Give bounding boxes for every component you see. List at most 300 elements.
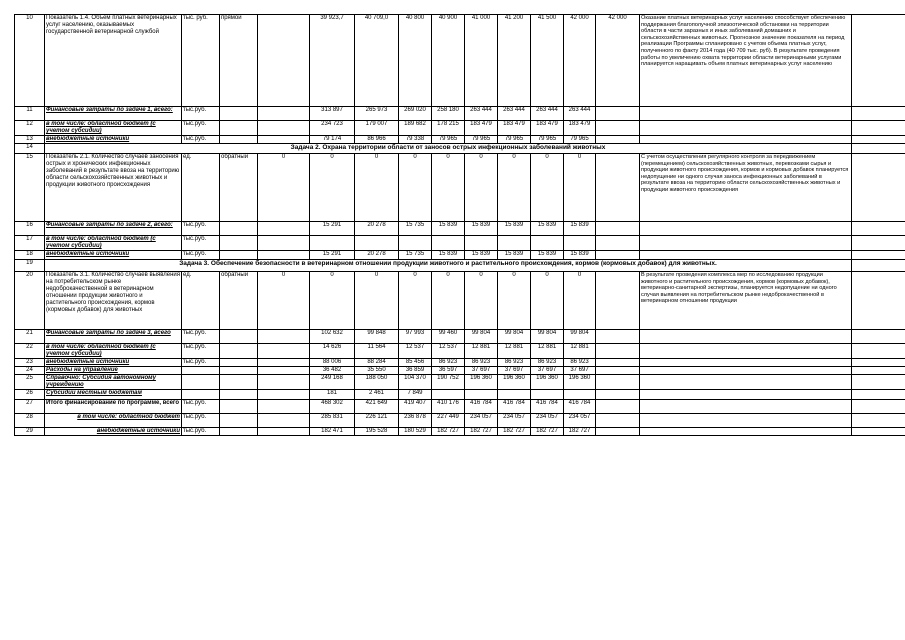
unit-cell: тыс.руб. xyxy=(182,236,220,251)
year-value-cell: 41 200 xyxy=(498,15,531,107)
section-title-cell: Задача 2. Охрана территории области от заносов острых инфекционных заболеваний животных xyxy=(45,144,852,154)
year-value-cell: 234 723 xyxy=(310,121,355,136)
year-value-cell: 40 709,0 xyxy=(355,15,399,107)
table-row xyxy=(15,236,905,251)
direction-cell xyxy=(220,414,258,428)
year-value-cell: 227 449 xyxy=(432,414,465,428)
year-value-cell: 263 444 xyxy=(531,107,564,121)
year-value-cell: 0 xyxy=(531,272,564,330)
year-value-cell: 183 479 xyxy=(498,121,531,136)
base-value-cell: 0 xyxy=(258,272,310,330)
year-value-cell: 178 215 xyxy=(432,121,465,136)
year-value-cell: 182 727 xyxy=(465,428,498,436)
year-value-cell: 86 923 xyxy=(498,359,531,367)
empty-cell xyxy=(852,15,905,107)
year-value-cell: 226 121 xyxy=(355,414,399,428)
year-value-cell: 181 xyxy=(310,390,355,400)
year-value-cell: 86 966 xyxy=(355,136,399,144)
year-value-cell: 182 727 xyxy=(564,428,596,436)
year-value-cell: 15 839 xyxy=(432,222,465,236)
year-value-cell: 35 550 xyxy=(355,367,399,375)
year-value-cell xyxy=(596,359,640,367)
year-value-cell: 249 168 xyxy=(310,375,355,390)
empty-cell xyxy=(852,144,905,154)
year-value-cell xyxy=(596,428,640,436)
year-value-cell: 263 444 xyxy=(498,107,531,121)
empty-cell xyxy=(852,414,905,428)
empty-cell xyxy=(852,367,905,375)
direction-cell xyxy=(220,367,258,375)
year-value-cell xyxy=(498,236,531,251)
year-value-cell: 180 529 xyxy=(399,428,432,436)
note-cell: Оказание платных ветеринарных услуг населению способствует обеспечению поддержания благополучной эпизоотической обстановки на территории области в части заразных и иных заболеваний домашних и сельскохозяйственных животных. Прогнозное значение показателя на период реализации Программы спланировано с учетом объема платных услуг, полученного по факту 2014 года (40 709 тыс. руб). В результате проведения работы по увеличению охвата территории области ветеринарными услугами планируется наращивать объем платных ветеринарных услуг населению xyxy=(640,15,852,107)
indicator-name-cell: внебюджетные источники xyxy=(45,251,182,260)
unit-cell: тыс.руб. xyxy=(182,107,220,121)
year-value-cell xyxy=(596,375,640,390)
year-value-cell: 0 xyxy=(355,272,399,330)
note-cell xyxy=(640,236,852,251)
table-row xyxy=(15,121,905,136)
indicator-name-cell: Субсидии местным бюджетам xyxy=(45,390,182,400)
year-value-cell xyxy=(596,121,640,136)
year-value-cell: 37 697 xyxy=(465,367,498,375)
base-value-cell xyxy=(258,330,310,344)
row-number-cell: 27 xyxy=(15,400,45,414)
indicator-name-cell: Показатель 2.1. Количество случаев заносения острых и хронических инфекционных заболеваний в результате ввоза на территорию области сельскохозяйственных животных и продукции животного происхождения xyxy=(45,154,182,222)
table-row xyxy=(15,136,905,144)
year-value-cell xyxy=(596,390,640,400)
year-value-cell: 265 973 xyxy=(355,107,399,121)
year-value-cell: 88 284 xyxy=(355,359,399,367)
year-value-cell: 234 057 xyxy=(465,414,498,428)
direction-cell xyxy=(220,121,258,136)
year-value-cell: 196 360 xyxy=(531,375,564,390)
unit-cell xyxy=(182,367,220,375)
row-number-cell: 20 xyxy=(15,272,45,330)
year-value-cell: 99 460 xyxy=(432,330,465,344)
year-value-cell xyxy=(531,236,564,251)
row-number-cell: 22 xyxy=(15,344,45,359)
year-value-cell xyxy=(531,390,564,400)
direction-cell xyxy=(220,400,258,414)
empty-cell xyxy=(852,121,905,136)
note-cell xyxy=(640,121,852,136)
unit-cell: тыс. руб. xyxy=(182,15,220,107)
row-number-cell: 24 xyxy=(15,367,45,375)
row-number-cell: 28 xyxy=(15,414,45,428)
year-value-cell: 0 xyxy=(432,154,465,222)
year-value-cell: 182 727 xyxy=(498,428,531,436)
year-value-cell: 15 735 xyxy=(399,251,432,260)
table-row xyxy=(15,344,905,359)
empty-cell xyxy=(852,260,905,272)
year-value-cell: 15 839 xyxy=(498,251,531,260)
year-value-cell: 0 xyxy=(399,154,432,222)
year-value-cell: 421 649 xyxy=(355,400,399,414)
base-value-cell xyxy=(258,428,310,436)
note-cell xyxy=(640,251,852,260)
year-value-cell: 11 564 xyxy=(355,344,399,359)
year-value-cell: 36 482 xyxy=(310,367,355,375)
indicator-name-cell: в том числе: областной бюджет (с учетом субсидии) xyxy=(45,236,182,251)
year-value-cell: 14 626 xyxy=(310,344,355,359)
direction-cell: обратный xyxy=(220,154,258,222)
year-value-cell: 234 057 xyxy=(498,414,531,428)
year-value-cell: 12 537 xyxy=(399,344,432,359)
year-value-cell: 188 050 xyxy=(355,375,399,390)
year-value-cell: 7 849 xyxy=(399,390,432,400)
direction-cell xyxy=(220,251,258,260)
direction-cell xyxy=(220,428,258,436)
empty-cell xyxy=(852,344,905,359)
year-value-cell: 0 xyxy=(310,272,355,330)
year-value-cell: 0 xyxy=(564,154,596,222)
year-value-cell: 236 878 xyxy=(399,414,432,428)
section-header-row xyxy=(15,144,905,154)
table-row xyxy=(15,367,905,375)
year-value-cell xyxy=(596,154,640,222)
year-value-cell: 15 839 xyxy=(531,222,564,236)
empty-cell xyxy=(852,272,905,330)
row-number-cell: 26 xyxy=(15,390,45,400)
year-value-cell: 0 xyxy=(310,154,355,222)
year-value-cell: 79 965 xyxy=(465,136,498,144)
year-value-cell: 195 528 xyxy=(355,428,399,436)
row-number-cell: 10 xyxy=(15,15,45,107)
unit-cell xyxy=(182,390,220,400)
row-number-cell: 18 xyxy=(15,251,45,260)
year-value-cell: 15 839 xyxy=(465,251,498,260)
year-value-cell: 20 278 xyxy=(355,222,399,236)
direction-cell xyxy=(220,390,258,400)
year-value-cell: 42 000 xyxy=(596,15,640,107)
year-value-cell: 99 804 xyxy=(531,330,564,344)
year-value-cell: 263 444 xyxy=(465,107,498,121)
note-cell xyxy=(640,375,852,390)
note-cell xyxy=(640,390,852,400)
year-value-cell: 39 923,7 xyxy=(310,15,355,107)
year-value-cell: 40 900 xyxy=(432,15,465,107)
year-value-cell xyxy=(498,390,531,400)
note-cell: С учетом осуществления регулярного контроля за передвижением (перемещением) сельскохозяйственных животных, перевозками сырья и продукции животного происхождения, кормов и кормовых добавок планируется недопущение ни одного случая заноса инфекционных заболеваний в результате ввоза на территорию области сельскохозяйственных животных и продукции животного происхождения xyxy=(640,154,852,222)
year-value-cell: 104 370 xyxy=(399,375,432,390)
direction-cell xyxy=(220,359,258,367)
empty-cell xyxy=(852,375,905,390)
note-cell xyxy=(640,136,852,144)
direction-cell xyxy=(220,222,258,236)
indicator-name-cell: Показатель 3.1. Количество случаев выявления на потребительском рынке недоброкачественной в ветеринарном отношении продукции животного и растительного происхождения, кормов (кормовых добавок) для животных xyxy=(45,272,182,330)
year-value-cell: 102 632 xyxy=(310,330,355,344)
year-value-cell: 40 800 xyxy=(399,15,432,107)
year-value-cell: 2 461 xyxy=(355,390,399,400)
year-value-cell xyxy=(596,251,640,260)
base-value-cell xyxy=(258,367,310,375)
year-value-cell xyxy=(432,236,465,251)
year-value-cell: 182 727 xyxy=(432,428,465,436)
base-value-cell xyxy=(258,251,310,260)
table-row xyxy=(15,330,905,344)
year-value-cell: 416 784 xyxy=(465,400,498,414)
indicator-name-cell: в том числе: областной бюджет xyxy=(45,414,182,428)
year-value-cell: 86 923 xyxy=(465,359,498,367)
year-value-cell xyxy=(596,107,640,121)
year-value-cell: 86 923 xyxy=(432,359,465,367)
unit-cell: ед. xyxy=(182,154,220,222)
unit-cell: тыс.руб. xyxy=(182,428,220,436)
row-number-cell: 19 xyxy=(15,260,45,272)
year-value-cell: 0 xyxy=(432,272,465,330)
year-value-cell: 179 007 xyxy=(355,121,399,136)
table-row xyxy=(15,414,905,428)
year-value-cell: 85 456 xyxy=(399,359,432,367)
note-cell xyxy=(640,359,852,367)
direction-cell: обратный xyxy=(220,272,258,330)
year-value-cell: 12 881 xyxy=(498,344,531,359)
year-value-cell: 79 965 xyxy=(531,136,564,144)
year-value-cell xyxy=(564,390,596,400)
indicator-name-cell: Расходы на управление xyxy=(45,367,182,375)
row-number-cell: 15 xyxy=(15,154,45,222)
year-value-cell: 0 xyxy=(531,154,564,222)
note-cell xyxy=(640,367,852,375)
year-value-cell: 99 804 xyxy=(564,330,596,344)
year-value-cell: 468 302 xyxy=(310,400,355,414)
year-value-cell: 42 000 xyxy=(564,15,596,107)
year-value-cell: 416 784 xyxy=(531,400,564,414)
section-header-row xyxy=(15,260,905,272)
indicator-name-cell: Показатель 1.4. Объем платных ветеринарных услуг населению, оказываемых государственной ветеринарной службой xyxy=(45,15,182,107)
year-value-cell xyxy=(399,236,432,251)
base-value-cell xyxy=(258,359,310,367)
empty-cell xyxy=(852,359,905,367)
year-value-cell: 15 291 xyxy=(310,222,355,236)
year-value-cell: 196 360 xyxy=(465,375,498,390)
year-value-cell: 99 804 xyxy=(465,330,498,344)
direction-cell: прямой xyxy=(220,15,258,107)
row-number-cell: 29 xyxy=(15,428,45,436)
direction-cell xyxy=(220,375,258,390)
year-value-cell xyxy=(596,272,640,330)
base-value-cell xyxy=(258,136,310,144)
base-value-cell xyxy=(258,107,310,121)
year-value-cell xyxy=(596,367,640,375)
year-value-cell xyxy=(596,330,640,344)
year-value-cell: 269 020 xyxy=(399,107,432,121)
indicator-name-cell: в том числе: областной бюджет (с учетом субсидии) xyxy=(45,344,182,359)
year-value-cell: 258 180 xyxy=(432,107,465,121)
empty-cell xyxy=(852,330,905,344)
year-value-cell: 183 479 xyxy=(531,121,564,136)
direction-cell xyxy=(220,107,258,121)
empty-cell xyxy=(852,136,905,144)
row-number-cell: 17 xyxy=(15,236,45,251)
unit-cell: тыс.руб. xyxy=(182,121,220,136)
year-value-cell: 15 839 xyxy=(498,222,531,236)
program-indicators-table xyxy=(14,14,905,436)
year-value-cell: 182 727 xyxy=(531,428,564,436)
unit-cell: тыс.руб. xyxy=(182,359,220,367)
unit-cell: тыс.руб. xyxy=(182,330,220,344)
unit-cell: тыс.руб. xyxy=(182,344,220,359)
year-value-cell xyxy=(355,236,399,251)
empty-cell xyxy=(852,222,905,236)
year-value-cell: 41 500 xyxy=(531,15,564,107)
unit-cell: тыс.руб. xyxy=(182,136,220,144)
table-row xyxy=(15,107,905,121)
year-value-cell: 37 697 xyxy=(531,367,564,375)
base-value-cell xyxy=(258,222,310,236)
base-value-cell: 0 xyxy=(258,154,310,222)
table-row xyxy=(15,251,905,260)
year-value-cell: 196 360 xyxy=(498,375,531,390)
note-cell xyxy=(640,414,852,428)
note-cell xyxy=(640,107,852,121)
row-number-cell: 23 xyxy=(15,359,45,367)
year-value-cell xyxy=(596,222,640,236)
indicator-name-cell: внебюджетные источники xyxy=(45,359,182,367)
note-cell: В результате проведения комплекса мер по исследованию продукции животного и растительного происхождения, кормов (кормовых добавок), ветеринарно-санитарной экспертизы, планируется недопущение ни одного случая выявления на потребительском рынке недоброкачественной в ветеринарном отношении продукции xyxy=(640,272,852,330)
year-value-cell: 183 479 xyxy=(564,121,596,136)
year-value-cell: 419 407 xyxy=(399,400,432,414)
row-number-cell: 16 xyxy=(15,222,45,236)
base-value-cell xyxy=(258,344,310,359)
base-value-cell xyxy=(258,375,310,390)
base-value-cell xyxy=(258,414,310,428)
unit-cell: тыс.руб. xyxy=(182,400,220,414)
table-row xyxy=(15,375,905,390)
year-value-cell: 36 597 xyxy=(432,367,465,375)
year-value-cell: 15 839 xyxy=(465,222,498,236)
direction-cell xyxy=(220,136,258,144)
row-number-cell: 13 xyxy=(15,136,45,144)
year-value-cell: 88 006 xyxy=(310,359,355,367)
table-row xyxy=(15,359,905,367)
year-value-cell: 0 xyxy=(355,154,399,222)
row-number-cell: 21 xyxy=(15,330,45,344)
row-number-cell: 25 xyxy=(15,375,45,390)
note-cell xyxy=(640,330,852,344)
year-value-cell: 183 479 xyxy=(465,121,498,136)
year-value-cell xyxy=(310,236,355,251)
note-cell xyxy=(640,400,852,414)
year-value-cell xyxy=(596,414,640,428)
indicator-name-cell: Финансовые затраты по задаче 2, всего: xyxy=(45,222,182,236)
year-value-cell: 79 174 xyxy=(310,136,355,144)
note-cell xyxy=(640,222,852,236)
year-value-cell xyxy=(596,400,640,414)
table-row xyxy=(15,154,905,222)
year-value-cell: 0 xyxy=(564,272,596,330)
year-value-cell: 15 839 xyxy=(564,222,596,236)
year-value-cell: 15 291 xyxy=(310,251,355,260)
empty-cell xyxy=(852,107,905,121)
year-value-cell: 79 338 xyxy=(399,136,432,144)
year-value-cell xyxy=(432,390,465,400)
year-value-cell xyxy=(596,236,640,251)
year-value-cell: 182 471 xyxy=(310,428,355,436)
indicator-name-cell: Финансовые затраты по задаче 1, всего: xyxy=(45,107,182,121)
year-value-cell: 15 839 xyxy=(564,251,596,260)
year-value-cell: 0 xyxy=(465,272,498,330)
indicator-name-cell: внебюджетные источники xyxy=(45,136,182,144)
unit-cell: тыс.руб. xyxy=(182,222,220,236)
note-cell xyxy=(640,428,852,436)
year-value-cell: 20 278 xyxy=(355,251,399,260)
unit-cell: ед. xyxy=(182,272,220,330)
empty-cell xyxy=(852,236,905,251)
base-value-cell xyxy=(258,121,310,136)
year-value-cell xyxy=(596,136,640,144)
table-row xyxy=(15,15,905,107)
year-value-cell: 234 057 xyxy=(531,414,564,428)
row-number-cell: 14 xyxy=(15,144,45,154)
year-value-cell: 37 697 xyxy=(498,367,531,375)
base-value-cell xyxy=(258,15,310,107)
note-cell xyxy=(640,344,852,359)
base-value-cell xyxy=(258,390,310,400)
direction-cell xyxy=(220,236,258,251)
base-value-cell xyxy=(258,400,310,414)
indicator-name-cell: Финансовые затраты по задаче 3, всего xyxy=(45,330,182,344)
year-value-cell: 0 xyxy=(465,154,498,222)
year-value-cell xyxy=(596,344,640,359)
row-number-cell: 12 xyxy=(15,121,45,136)
year-value-cell: 12 881 xyxy=(465,344,498,359)
year-value-cell: 86 923 xyxy=(531,359,564,367)
year-value-cell: 410 176 xyxy=(432,400,465,414)
empty-cell xyxy=(852,428,905,436)
year-value-cell xyxy=(564,236,596,251)
year-value-cell: 416 784 xyxy=(498,400,531,414)
year-value-cell: 285 831 xyxy=(310,414,355,428)
year-value-cell: 86 923 xyxy=(564,359,596,367)
year-value-cell: 190 752 xyxy=(432,375,465,390)
year-value-cell: 15 839 xyxy=(432,251,465,260)
year-value-cell: 15 839 xyxy=(531,251,564,260)
year-value-cell: 234 057 xyxy=(564,414,596,428)
table-body xyxy=(15,15,905,436)
table-row xyxy=(15,272,905,330)
year-value-cell: 41 000 xyxy=(465,15,498,107)
empty-cell xyxy=(852,251,905,260)
year-value-cell: 36 859 xyxy=(399,367,432,375)
unit-cell xyxy=(182,375,220,390)
year-value-cell: 263 444 xyxy=(564,107,596,121)
year-value-cell: 0 xyxy=(399,272,432,330)
indicator-name-cell: внебюджетные источники xyxy=(45,428,182,436)
year-value-cell: 416 784 xyxy=(564,400,596,414)
year-value-cell xyxy=(465,236,498,251)
year-value-cell: 196 360 xyxy=(564,375,596,390)
year-value-cell: 97 993 xyxy=(399,330,432,344)
table-row xyxy=(15,222,905,236)
year-value-cell: 79 965 xyxy=(432,136,465,144)
document-sheet xyxy=(14,14,893,436)
empty-cell xyxy=(852,400,905,414)
year-value-cell: 12 881 xyxy=(531,344,564,359)
indicator-name-cell: Справочно: Субсидия автономному учреждению xyxy=(45,375,182,390)
indicator-name-cell: в том числе: областной бюджет (с учетом субсидии) xyxy=(45,121,182,136)
table-row xyxy=(15,400,905,414)
row-number-cell: 11 xyxy=(15,107,45,121)
year-value-cell: 313 897 xyxy=(310,107,355,121)
year-value-cell: 0 xyxy=(498,154,531,222)
year-value-cell: 37 697 xyxy=(564,367,596,375)
year-value-cell: 99 848 xyxy=(355,330,399,344)
indicator-name-cell: Итого финансирование по программе, всего xyxy=(45,400,182,414)
section-title-cell: Задача 3. Обеспечение безопасности в ветеринарном отношении продукции животного и растительного происхождения, кормов (кормовых добавок) для животных. xyxy=(45,260,852,272)
year-value-cell xyxy=(465,390,498,400)
